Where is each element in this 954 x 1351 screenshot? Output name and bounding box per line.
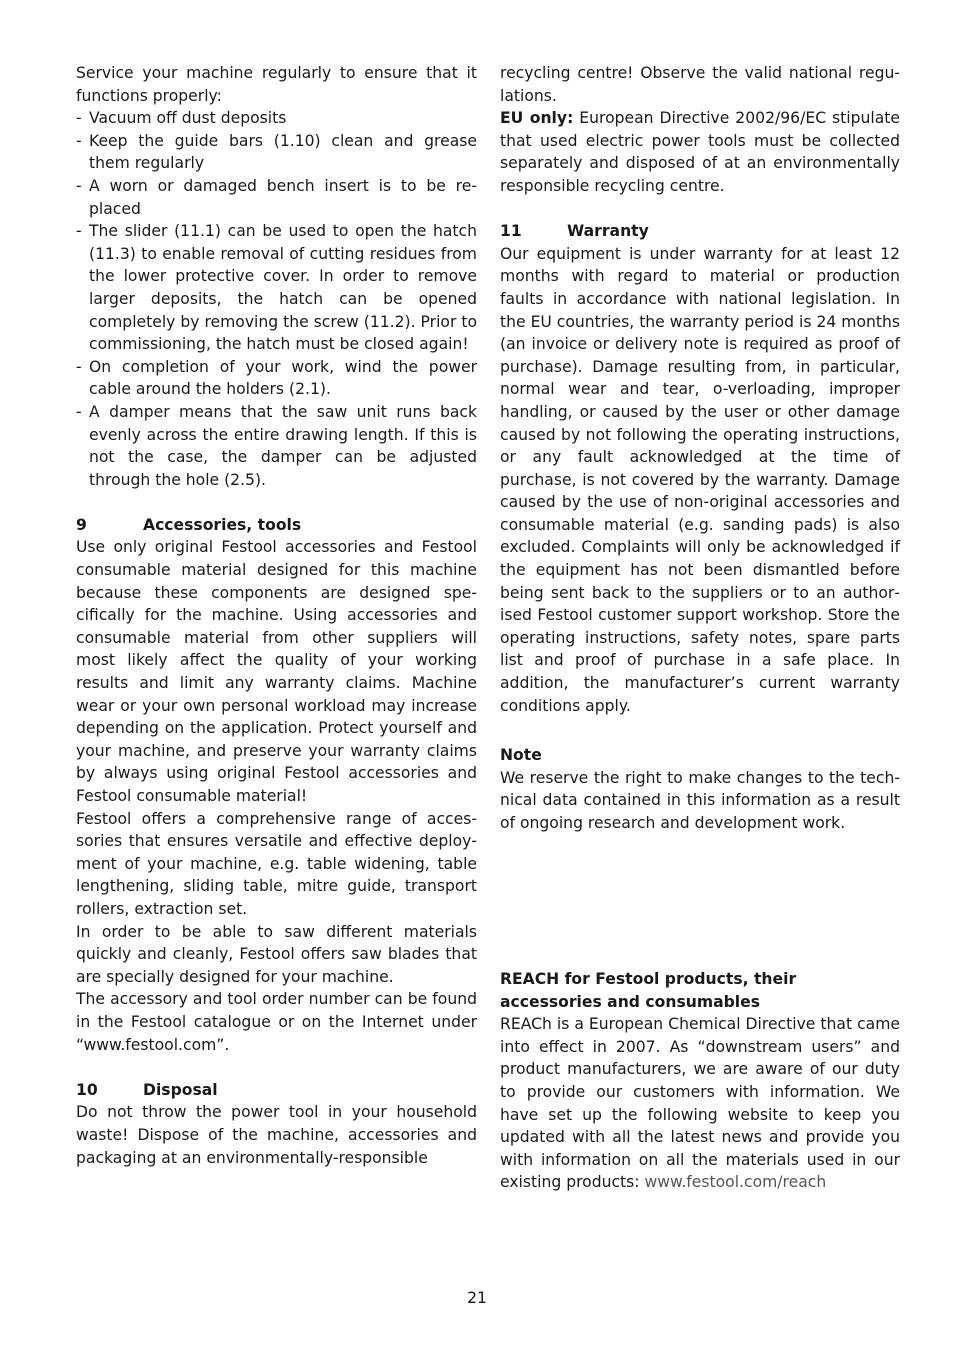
service-intro: Service your machine regularly to ensure that it functions properly: [76, 64, 477, 105]
left-column [76, 62, 477, 1169]
list-item: - The slider (11.1) can be used to open the hatch (11.3) to enable removal of cutting residues from the lower protective cover. In order to remove larger deposits, the hatch can be opened completely by removing the screw (11.2). Prior to commissioning, the hatch must be closed again! [76, 220, 477, 356]
paragraph [500, 1013, 900, 1194]
section-9-heading [76, 514, 477, 537]
paragraph: Do not throw the power tool in your household waste! Dispose of the machine, accessories and packaging at an environmentally-responsible [76, 1103, 477, 1167]
section-number: 10 [76, 1080, 98, 1099]
section-number: 11 [500, 222, 522, 241]
section-number: 9 [76, 515, 87, 534]
paragraph: The accessory and tool order number can be found in the Festool catalogue or on the Internet under “www.festool.com”. [76, 990, 477, 1054]
reach-heading: REACH for Festool products, their accessories and consumables [500, 970, 797, 1011]
eu-label: EU only: [500, 109, 574, 128]
paragraph: Festool offers a comprehensive range of accessories that ensures versatile and effective deployment of your machine, e.g. table widening, table lengthening, sliding table, mitre guide, transport rollers, extraction set. [76, 809, 477, 918]
list-item: - Vacuum off dust deposits [76, 107, 477, 130]
list-item: - A worn or damaged bench insert is to be replaced [76, 175, 477, 220]
right-column [500, 62, 900, 835]
section-11-heading [500, 220, 900, 243]
eu-text: European Directive 2002/96/EC stipulate that used electric power tools must be collected separately and disposed of at an environmentally responsible recycling centre. [500, 109, 900, 195]
paragraph: Use only original Festool accessories and Festool consumable material designed for this machine because these components are designed specifically for the machine. Using accessories and consumable material from other suppliers will most likely affect the quality of your working results and limit any warranty claims. Machine wear or your own personal workload may increase depending on the application. Protect yourself and your machine, and preserve your warranty claims by always using original Festool accessories and Festool consumable material! [76, 538, 477, 805]
section-title: Accessories, tools [143, 515, 302, 534]
note-heading: Note [500, 746, 542, 765]
service-list [76, 107, 477, 491]
section-10-heading [76, 1079, 477, 1102]
paragraph: We reserve the right to make changes to the technical data contained in this information as a result of ongoing research and development work. [500, 768, 900, 832]
reach-text: REACh is a European Chemical Directive that came into effect in 2007. As “downstream users” and product manufacturers, we are aware of our duty to provide our customers with information. We have set up the following website to keep you updated with all the latest news and provide you with information on all the materials used in our existing products: [500, 1015, 900, 1192]
list-item: - Keep the guide bars (1.10) clean and grease them regularly [76, 130, 477, 175]
eu-paragraph [500, 107, 900, 197]
section-title: Disposal [143, 1080, 218, 1099]
reach-link[interactable]: www.festool.com/reach [644, 1173, 827, 1192]
paragraph: In order to be able to saw different materials quickly and cleanly, Festool offers saw blades that are specially designed for your machine. [76, 922, 477, 986]
paragraph: Our equipment is under warranty for at least 12 months with regard to material or production faults in accordance with national legislation. In the EU countries, the warranty period is 24 months (an invoice or delivery note is required as proof of purchase). Damage resulting from, in particular, normal wear and tear, o-verloading, improper handling, or caused by the user or other damage caused by not following the operating instructions, or any fault acknowledged at the time of purchase, is not covered by the warranty. Damage caused by the use of non-original accessories and consumable material (e.g. sanding pads) is also excluded. Complaints will only be acknowledged if the equipment has not been dismantled before being sent back to the suppliers or to an authorised Festool customer support workshop. Store the operating instructions, safety notes, spare parts list and proof of purchase in a safe place. In addition, the manufacturer’s current warranty conditions apply. [500, 244, 900, 715]
paragraph: recycling centre! Observe the valid national regulations. [500, 64, 900, 105]
list-item: - A damper means that the saw unit runs back evenly across the entire drawing length. If this is not the case, the damper can be adjusted through the hole (2.5). [76, 401, 477, 491]
list-item: - On completion of your work, wind the power cable around the holders (2.1). [76, 356, 477, 401]
reach-section [500, 968, 900, 1194]
section-title: Warranty [567, 222, 649, 241]
page-number: 21 [467, 1289, 487, 1307]
